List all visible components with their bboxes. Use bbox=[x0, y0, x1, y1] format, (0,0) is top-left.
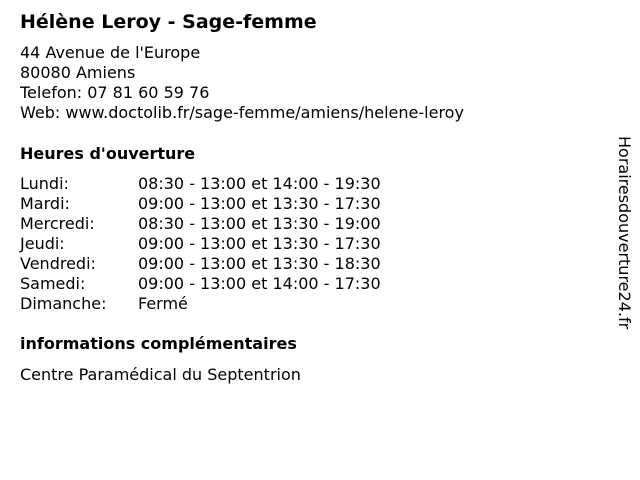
site-watermark: Horairesdouverture24.fr bbox=[615, 136, 634, 330]
address-block bbox=[20, 43, 464, 123]
day-label: Dimanche: bbox=[20, 294, 107, 313]
city-address: 80080 Amiens bbox=[20, 63, 136, 82]
additional-info-heading: informations complémentaires bbox=[20, 334, 297, 353]
time-value: 08:30 - 13:00 et 13:30 - 19:00 bbox=[138, 214, 381, 233]
day-label: Samedi: bbox=[20, 274, 86, 293]
hours-heading: Heures d'ouverture bbox=[20, 144, 196, 163]
phone-number: Telefon: 07 81 60 59 76 bbox=[20, 83, 210, 102]
time-value: Fermé bbox=[138, 294, 188, 313]
day-label: Mardi: bbox=[20, 194, 70, 213]
time-value: 09:00 - 13:00 et 13:30 - 17:30 bbox=[138, 234, 381, 253]
time-value: 09:00 - 13:00 et 13:30 - 17:30 bbox=[138, 194, 381, 213]
website-link[interactable]: Web: www.doctolib.fr/sage-femme/amiens/helene-leroy bbox=[20, 103, 464, 122]
time-value: 09:00 - 13:00 et 14:00 - 17:30 bbox=[138, 274, 381, 293]
time-value: 08:30 - 13:00 et 14:00 - 19:30 bbox=[138, 174, 381, 193]
street-address: 44 Avenue de l'Europe bbox=[20, 43, 201, 62]
day-label: Vendredi: bbox=[20, 254, 96, 273]
additional-info-text: Centre Paramédical du Septentrion bbox=[20, 365, 301, 384]
day-label: Jeudi: bbox=[20, 234, 65, 253]
day-label: Mercredi: bbox=[20, 214, 95, 233]
time-value: 09:00 - 13:00 et 13:30 - 18:30 bbox=[138, 254, 381, 273]
page-title: Hélène Leroy - Sage-femme bbox=[20, 11, 317, 33]
day-label: Lundi: bbox=[20, 174, 69, 193]
